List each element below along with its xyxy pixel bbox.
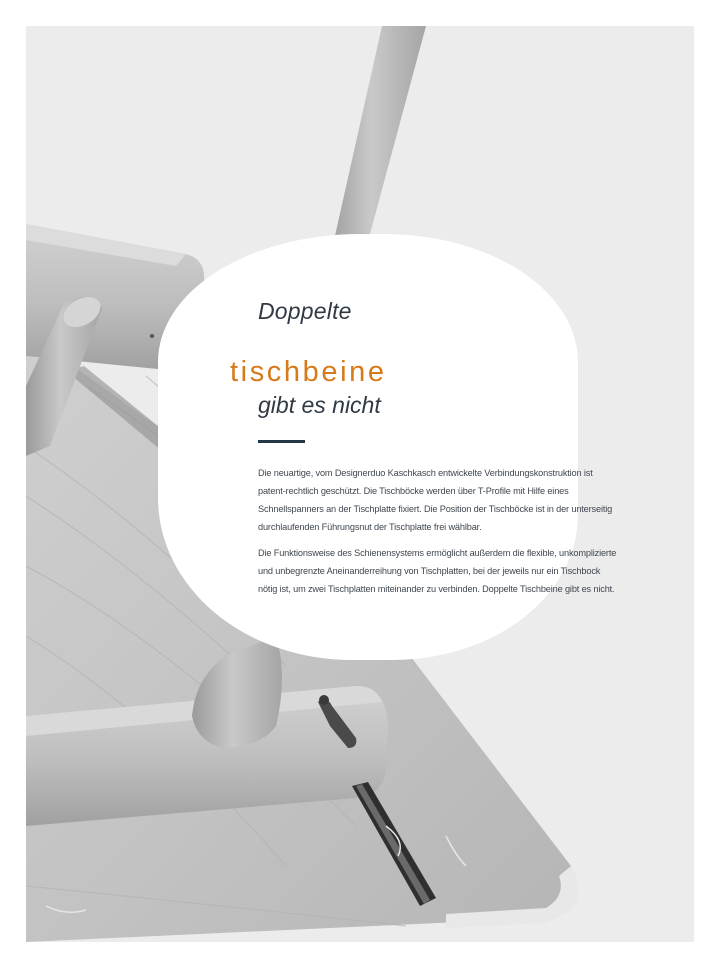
heading-kicker: Doppelte [258,298,352,324]
body-text [258,464,618,606]
heading-rule [258,440,305,443]
paragraph-1: Die neuartige, vom Designerduo Kaschkasch entwickelte Verbindungskonstruktion ist patent-rechtlich geschützt. Die Tischböcke werden über T-Profile mit Hilfe eines Schnellspanners an der Tischplatte fixiert. Die Position der Tischböcke ist in der unterseitig durchlaufenden Führungsnut der Tischplatte frei wählbar. [258,468,613,532]
heading-subline: gibt es nicht [258,392,381,418]
article [230,298,618,594]
paragraph-2: Die Funktionsweise des Schienensystems ermöglicht außerdem die flexible, unkomplizierte und unbegrenzte Aneinanderreihung von Tischplatten, bei der jeweils nur ein Tischbock nötig ist, um zwei Tischplatten miteinander zu verbinden. Doppelte Tischbeine gibt es nicht. [258,548,617,594]
heading-highlight: tischbeine [230,356,387,388]
